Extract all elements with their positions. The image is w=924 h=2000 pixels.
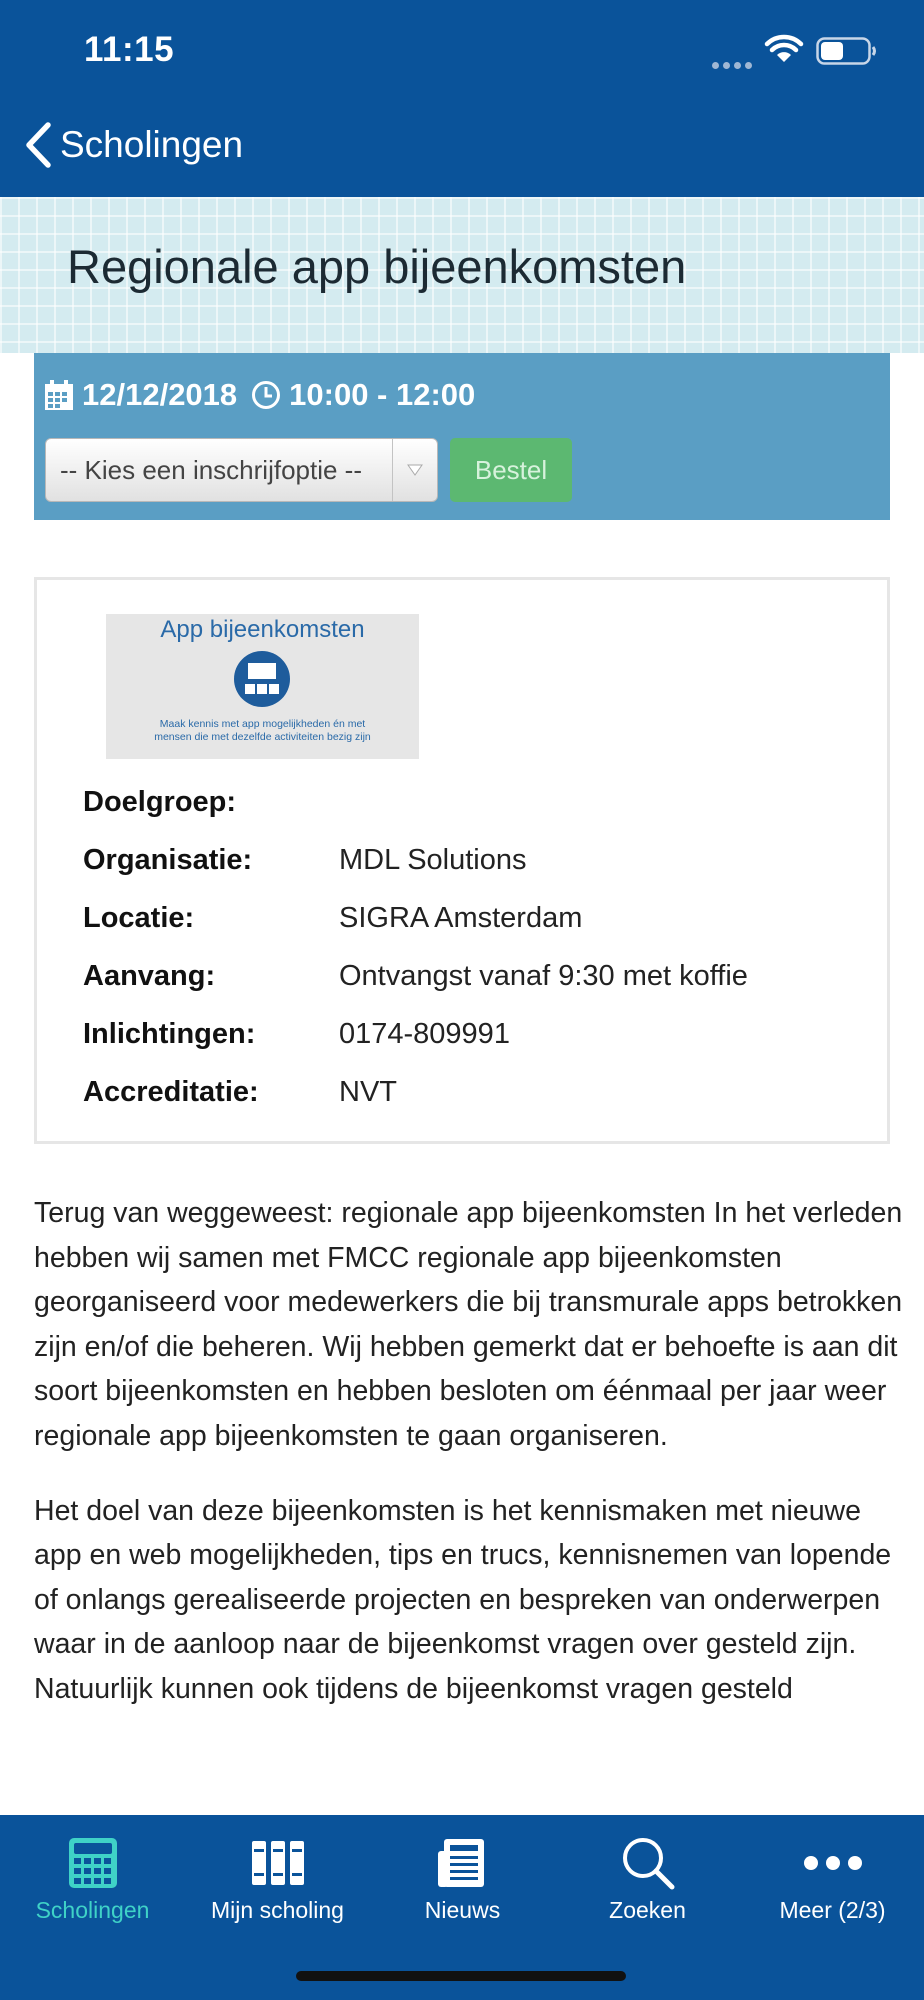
detail-value: NVT bbox=[339, 1075, 397, 1108]
description bbox=[34, 1191, 904, 1742]
detail-label: Organisatie: bbox=[83, 843, 253, 876]
chevron-down-icon bbox=[392, 439, 437, 501]
page-header bbox=[0, 197, 924, 353]
detail-label: Locatie: bbox=[83, 901, 195, 934]
page-title: Regionale app bijeenkomsten bbox=[67, 240, 687, 293]
search-icon bbox=[555, 1833, 740, 1893]
detail-row bbox=[83, 1063, 748, 1121]
signal-icon bbox=[712, 56, 756, 74]
detail-value: MDL Solutions bbox=[339, 843, 527, 876]
status-time: 11:15 bbox=[84, 30, 175, 69]
tab-mijn-scholing[interactable] bbox=[185, 1815, 370, 1935]
logo-subtitle: Maak kennis met app mogelijkheden én met mensen die met dezelfde activiteiten bezig zijn bbox=[154, 718, 371, 743]
detail-value[interactable]: 0174-809991 bbox=[339, 1017, 510, 1050]
tab-label: Scholingen bbox=[35, 1897, 150, 1923]
detail-value: SIGRA Amsterdam bbox=[339, 901, 583, 934]
back-button[interactable] bbox=[24, 122, 243, 168]
detail-row bbox=[83, 889, 748, 947]
home-indicator[interactable] bbox=[296, 1971, 626, 1981]
tab-label: Meer (2/3) bbox=[779, 1897, 886, 1923]
event-date: 12/12/2018 bbox=[82, 377, 238, 412]
detail-label: Inlichtingen: bbox=[83, 1017, 256, 1050]
tab-meer[interactable] bbox=[740, 1815, 924, 1935]
event-time: 10:00 - 12:00 bbox=[289, 377, 476, 412]
more-icon bbox=[740, 1833, 924, 1893]
info-card bbox=[34, 577, 890, 1144]
detail-row bbox=[83, 947, 748, 1005]
event-box bbox=[34, 353, 890, 520]
description-paragraph: Terug van weggeweest: regionale app bijeenkomsten In het verleden hebben wij samen met FMCC regionale app bijeenkomsten georganiseerd voor medewerkers die bij transmurale apps betrokken zijn en/of die beheren. Wij hebben gemerkt dat er behoefte is aan dit soort bijeenkomsten en hebben besloten om éénmaal per jaar weer regionale app bijeenkomsten te gaan organiseren. bbox=[34, 1197, 903, 1452]
tab-nieuws[interactable] bbox=[370, 1815, 555, 1935]
tab-scholingen[interactable] bbox=[0, 1815, 185, 1935]
network-icon bbox=[234, 651, 290, 707]
registration-select-value: -- Kies een inschrijfoptie -- bbox=[60, 454, 362, 485]
event-datetime bbox=[44, 377, 475, 413]
detail-value: Ontvangst vanaf 9:30 met koffie bbox=[339, 959, 748, 992]
chevron-left-icon bbox=[24, 122, 52, 168]
tab-label: Zoeken bbox=[609, 1897, 686, 1923]
detail-row bbox=[83, 831, 748, 889]
logo-title: App bijeenkomsten bbox=[160, 616, 365, 643]
tab-zoeken[interactable] bbox=[555, 1815, 740, 1935]
calculator-icon bbox=[0, 1833, 185, 1893]
battery-icon bbox=[816, 37, 878, 65]
top-bar bbox=[0, 0, 924, 197]
description-paragraph: Het doel van deze bijeenkomsten is het kennismaken met nieuwe app en web mogelijkheden, tips en trucs, kennisnemen van lopende of onlangs gerealiseerde projecten en bespreken van onderwerpen waar in de aanloop naar de bijeenkomst vragen over gesteld zijn. Natuurlijk kunnen ook tijdens de bijeenkomst vragen gesteld bbox=[34, 1494, 892, 1705]
wifi-icon bbox=[764, 34, 804, 64]
detail-label: Aanvang: bbox=[83, 959, 216, 992]
tab-label: Nieuws bbox=[424, 1897, 501, 1923]
books-icon bbox=[185, 1833, 370, 1893]
event-logo bbox=[106, 614, 419, 759]
detail-label: Doelgroep: bbox=[83, 785, 237, 818]
clock-icon bbox=[251, 380, 281, 410]
details-list bbox=[83, 773, 748, 1121]
calendar-icon bbox=[44, 379, 74, 411]
order-button[interactable]: Bestel bbox=[450, 438, 572, 502]
detail-label: Accreditatie: bbox=[83, 1075, 259, 1108]
detail-row bbox=[83, 773, 748, 831]
registration-select[interactable] bbox=[45, 438, 438, 502]
detail-row bbox=[83, 1005, 748, 1063]
tab-label: Mijn scholing bbox=[211, 1897, 344, 1923]
newspaper-icon bbox=[370, 1833, 555, 1893]
back-label: Scholingen bbox=[60, 124, 244, 165]
